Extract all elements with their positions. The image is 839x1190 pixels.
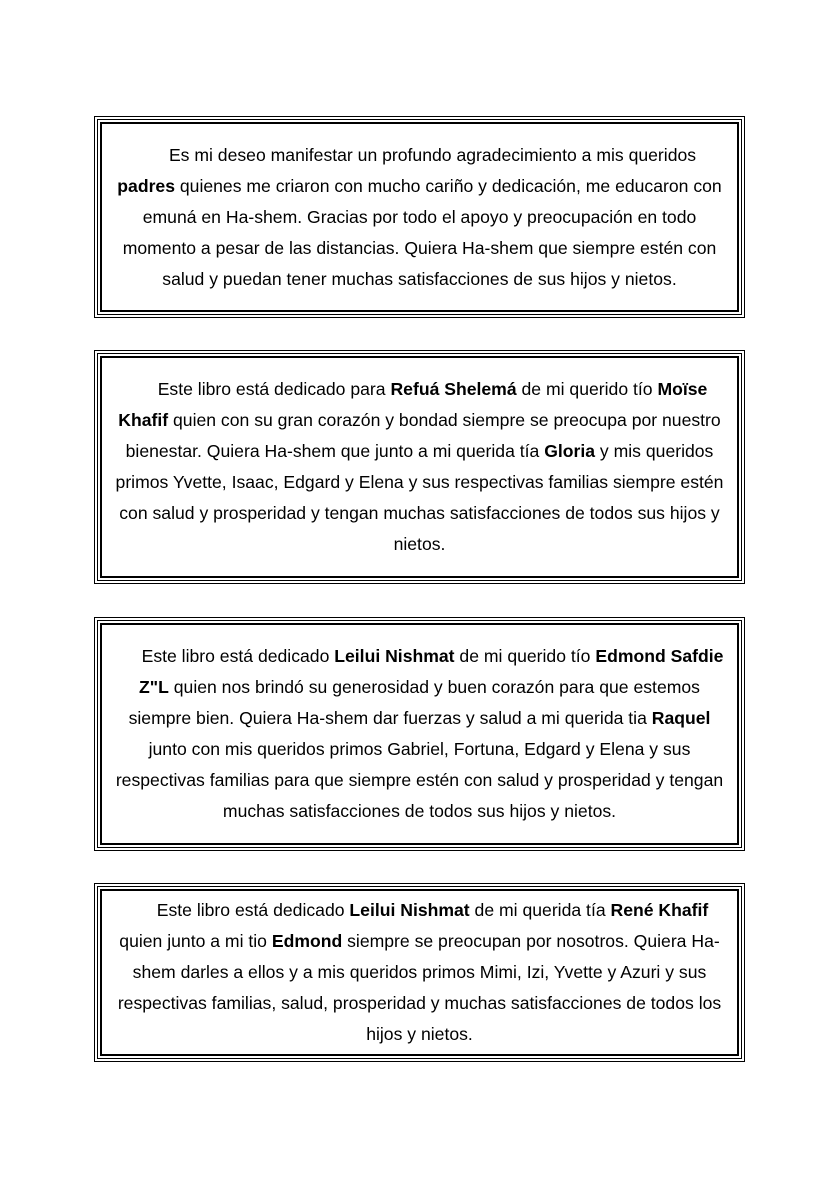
dedication-box-leilui-nishmat-edmond [94,617,745,851]
bold-name: Gloria [544,441,596,461]
text-segment: Este libro está dedicado [156,900,350,920]
text-segment: Este libro está dedicado [141,646,335,666]
text-segment: y mis queridos primos Yvette, Isaac, Edgard y Elena y sus respectivas familias siempre estén con salud y prosperidad y tengan muchas satisfacciones de todos sus hijos y nietos. [115,441,724,554]
dedication-box-parents [94,116,745,318]
dedication-paragraph [114,140,725,295]
box-border-inner [97,119,742,315]
text-segment: de mi querida tía [469,900,611,920]
box-border-core [100,356,739,578]
bold-name: René Khafif [610,900,709,920]
text-segment: siempre se preocupan por nosotros. Quiera Ha-shem darles a ellos y a mis queridos primos Mimi, Izi, Yvette y Azuri y sus respectivas familias, salud, prosperidad y muchas satisfacciones de todos los hijos y nietos. [117,931,722,1044]
text-segment: de mi querido tío [454,646,596,666]
bold-name: Raquel [651,708,711,728]
text-segment: quien con su gran corazón y bondad siempre se preocupa por nuestro bienestar. Quiera Ha-shem que junto a mi querida tía [125,410,721,461]
text-segment: Este libro está dedicado para [157,379,391,399]
box-border-inner [97,620,742,848]
dedication-box-refua-shelema [94,350,745,584]
box-border-inner [97,886,742,1059]
box-border-core [100,122,739,312]
bold-name: Leilui Nishmat [349,900,470,920]
text-segment: quienes me criaron con mucho cariño y dedicación, me educaron con emuná en Ha-shem. Gracias por todo el apoyo y preocupación en todo momento a pesar de las distancias. Quiera Ha-shem que siempre estén con salud y puedan tener muchas satisfacciones de sus hijos y nietos. [122,175,722,289]
bold-name: padres [117,175,175,196]
dedication-paragraph [114,895,725,1050]
box-border-inner [97,353,742,581]
dedication-paragraph [114,374,725,560]
bold-name: Leilui Nishmat [334,646,455,666]
bold-name: Edmond [271,931,343,951]
text-segment: junto con mis queridos primos Gabriel, Fortuna, Edgard y Elena y sus respectivas familias para que siempre estén con salud y prosperidad y tengan muchas satisfacciones de todos sus hijos y nietos. [115,739,724,821]
text-segment: de mi querido tío [516,379,658,399]
text-segment: quien nos brindó su generosidad y buen corazón para que estemos siempre bien. Quiera Ha-shem dar fuerzas y salud a mi querida tia [128,677,700,728]
bold-name: Moïse Khafif [118,379,708,430]
box-border-core [100,889,739,1056]
dedication-paragraph [114,641,725,827]
bold-name: Refuá Shelemá [390,379,517,399]
bold-name: Edmond Safdie Z"L [139,646,724,697]
text-segment: Es mi deseo manifestar un profundo agradecimiento a mis queridos [168,144,697,165]
dedication-box-leilui-nishmat-rene [94,883,745,1062]
box-border-core [100,623,739,845]
text-segment: quien junto a mi tio [119,931,272,951]
